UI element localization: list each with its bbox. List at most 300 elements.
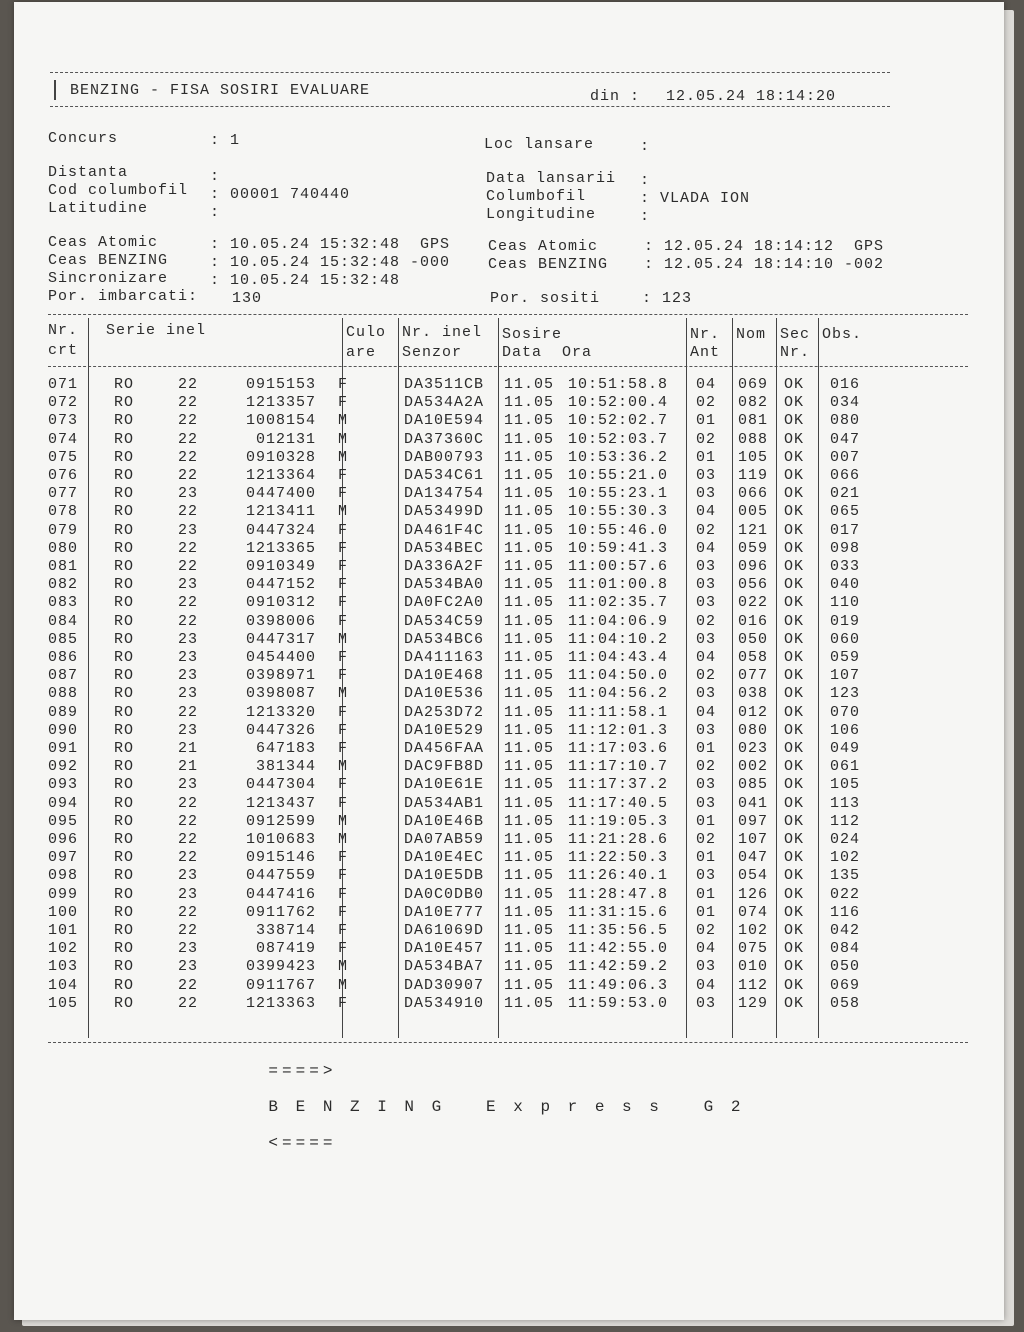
row-nom: 082 [738, 394, 769, 412]
row-date: 11.05 [504, 558, 555, 575]
ceas-atomic-right-label: Ceas Atomic [488, 238, 599, 255]
row-ant: 03 [696, 485, 717, 503]
row-country: RO [114, 867, 135, 885]
row-year: 23 [178, 576, 199, 594]
row-chip: DA10E529 [404, 721, 485, 739]
ceas-benzing-right-label: Ceas BENZING [488, 256, 609, 273]
row-time: 11:04:50.0 [568, 667, 669, 685]
row-ring: 0399423 [245, 958, 316, 976]
table-bottom-rule [48, 1042, 968, 1043]
row-year: 23 [178, 885, 199, 903]
row-chip: DA3511CB [404, 376, 485, 393]
latitudine-value: : [210, 204, 221, 221]
row-chip: DA53499D [404, 503, 485, 521]
table-row [48, 740, 978, 758]
table-row [48, 467, 978, 485]
row-nom: 097 [738, 812, 769, 830]
row-time: 10:53:36.2 [568, 448, 669, 466]
row-obs: 060 [830, 630, 861, 648]
table-row [48, 394, 978, 412]
row-sec: OK [784, 612, 805, 630]
row-chip: DA10E536 [404, 685, 485, 703]
row-obs: 049 [830, 740, 861, 757]
table-row [48, 558, 978, 576]
row-sex: F [338, 376, 349, 393]
row-date: 11.05 [504, 794, 555, 812]
row-chip: DA10E5DB [404, 867, 485, 885]
row-date: 11.05 [504, 394, 555, 412]
row-country: RO [114, 649, 135, 666]
row-year: 22 [178, 467, 199, 484]
col-header-culoare-2: are [346, 344, 377, 361]
row-chip: DA10E457 [404, 940, 485, 958]
row-date: 11.05 [504, 721, 555, 739]
table-row [48, 904, 978, 922]
col-header-crt: crt [48, 342, 79, 359]
latitudine-label: Latitudine [48, 200, 149, 217]
row-sex: M [338, 448, 349, 466]
row-nr: 099 [48, 885, 79, 903]
table-row [48, 886, 978, 904]
row-sex: F [338, 885, 349, 903]
row-ant: 03 [696, 721, 717, 739]
row-obs: 113 [830, 794, 861, 812]
longitudine-value: : [640, 208, 651, 225]
row-nom: 050 [738, 630, 769, 648]
table-row [48, 576, 978, 594]
row-sec: OK [784, 976, 805, 994]
row-ring: 0447400 [245, 485, 316, 503]
row-obs: 034 [830, 394, 861, 412]
row-time: 11:49:06.3 [568, 976, 669, 994]
row-date: 11.05 [504, 758, 555, 776]
row-nr: 101 [48, 922, 79, 939]
row-date: 11.05 [504, 940, 555, 958]
row-chip: DA534A2A [404, 394, 485, 412]
row-sec: OK [784, 394, 805, 412]
row-nom: 081 [738, 412, 769, 430]
row-time: 11:04:56.2 [568, 685, 669, 703]
row-sex: F [338, 539, 349, 557]
row-date: 11.05 [504, 867, 555, 885]
row-nom: 054 [738, 867, 769, 885]
row-nom: 016 [738, 612, 769, 630]
row-nom: 129 [738, 994, 769, 1012]
row-ant: 02 [696, 394, 717, 412]
row-date: 11.05 [504, 885, 555, 903]
row-country: RO [114, 994, 135, 1012]
row-year: 23 [178, 521, 199, 539]
row-time: 11:21:28.6 [568, 831, 669, 848]
row-ant: 01 [696, 448, 717, 466]
row-ring: 0911767 [245, 976, 316, 994]
row-sex: M [338, 812, 349, 830]
header-left-bar [54, 80, 56, 100]
row-nom: 002 [738, 758, 769, 776]
row-year: 23 [178, 485, 199, 503]
row-date: 11.05 [504, 849, 555, 867]
row-date: 11.05 [504, 539, 555, 557]
row-nom: 112 [738, 976, 769, 994]
row-ring: 1213365 [245, 539, 316, 557]
col-header-nr: Nr. [48, 322, 79, 339]
row-nr: 084 [48, 612, 79, 630]
row-chip: DA10E46B [404, 812, 485, 830]
row-obs: 040 [830, 576, 861, 594]
por-imbarcati-label: Por. imbarcati: [48, 288, 199, 305]
row-chip: DA411163 [404, 649, 485, 666]
ceas-benzing-right-value: : 12.05.24 18:14:10 -002 [644, 256, 885, 273]
row-nom: 058 [738, 649, 769, 666]
row-country: RO [114, 521, 135, 539]
row-obs: 058 [830, 994, 861, 1012]
row-sex: F [338, 485, 349, 503]
row-nr: 095 [48, 812, 79, 830]
table-row [48, 667, 978, 685]
row-obs: 066 [830, 467, 861, 484]
row-nom: 074 [738, 903, 769, 921]
row-ring: 087419 [255, 940, 316, 958]
row-sec: OK [784, 503, 805, 521]
row-date: 11.05 [504, 740, 555, 757]
row-nr: 097 [48, 849, 79, 867]
row-ring: 0447416 [245, 885, 316, 903]
row-nom: 005 [738, 503, 769, 521]
row-nr: 088 [48, 685, 79, 703]
col-header-nom: Nom [736, 326, 767, 343]
row-ant: 01 [696, 885, 717, 903]
row-year: 22 [178, 812, 199, 830]
row-nr: 098 [48, 867, 79, 885]
row-nr: 096 [48, 831, 79, 848]
table-header-rule [48, 366, 968, 367]
row-year: 23 [178, 667, 199, 685]
row-sex: F [338, 594, 349, 612]
row-ring: 1213437 [245, 794, 316, 812]
row-chip: DA134754 [404, 485, 485, 503]
row-nr: 071 [48, 376, 79, 393]
col-header-sec: Sec [780, 326, 811, 343]
row-nom: 126 [738, 885, 769, 903]
row-chip: DA534C59 [404, 612, 485, 630]
row-date: 11.05 [504, 576, 555, 594]
table-row [48, 849, 978, 867]
row-obs: 106 [830, 721, 861, 739]
loc-lansare-value: : [640, 138, 651, 155]
row-ring: 647183 [255, 740, 316, 757]
row-obs: 112 [830, 812, 861, 830]
table-row [48, 412, 978, 430]
row-sec: OK [784, 885, 805, 903]
row-sex: F [338, 794, 349, 812]
row-nom: 022 [738, 594, 769, 612]
sincronizare-value: : 10.05.24 15:32:48 [210, 272, 401, 289]
row-sec: OK [784, 558, 805, 575]
col-header-data-ora: Data Ora [502, 344, 593, 361]
row-sex: M [338, 430, 349, 448]
row-date: 11.05 [504, 467, 555, 484]
row-nom: 119 [738, 467, 769, 484]
row-ring: 338714 [255, 922, 316, 939]
row-ring: 0398087 [245, 685, 316, 703]
row-obs: 070 [830, 703, 861, 721]
row-obs: 110 [830, 594, 861, 612]
row-chip: DA10E4EC [404, 849, 485, 867]
row-year: 22 [178, 903, 199, 921]
row-sec: OK [784, 776, 805, 794]
row-chip: DA10E61E [404, 776, 485, 794]
row-nom: 066 [738, 485, 769, 503]
data-lansarii-value: : [640, 172, 651, 189]
row-year: 23 [178, 721, 199, 739]
row-nr: 086 [48, 649, 79, 666]
row-sex: M [338, 503, 349, 521]
row-country: RO [114, 740, 135, 757]
row-time: 10:55:23.1 [568, 485, 669, 503]
row-obs: 107 [830, 667, 861, 685]
row-sex: F [338, 940, 349, 958]
data-lansarii-label: Data lansarii [486, 170, 617, 187]
row-country: RO [114, 685, 135, 703]
row-obs: 069 [830, 976, 861, 994]
table-row [48, 431, 978, 449]
row-time: 11:42:55.0 [568, 940, 669, 958]
row-ant: 01 [696, 849, 717, 867]
row-ant: 02 [696, 612, 717, 630]
row-ant: 04 [696, 376, 717, 393]
row-chip: DA534BC6 [404, 630, 485, 648]
row-country: RO [114, 903, 135, 921]
row-nom: 038 [738, 685, 769, 703]
header-bottom-rule [50, 106, 890, 107]
row-year: 23 [178, 630, 199, 648]
row-nr: 092 [48, 758, 79, 776]
row-obs: 059 [830, 649, 861, 666]
row-obs: 016 [830, 376, 861, 393]
row-year: 22 [178, 922, 199, 939]
row-chip: DA534BA0 [404, 576, 485, 594]
row-obs: 047 [830, 430, 861, 448]
ceas-atomic-left-label: Ceas Atomic [48, 234, 159, 251]
row-nom: 012 [738, 703, 769, 721]
row-sec: OK [784, 539, 805, 557]
row-country: RO [114, 612, 135, 630]
table-row [48, 958, 978, 976]
row-ant: 02 [696, 831, 717, 848]
row-nr: 100 [48, 903, 79, 921]
row-sec: OK [784, 576, 805, 594]
col-header-ant: Ant [690, 344, 721, 361]
row-time: 10:55:46.0 [568, 521, 669, 539]
row-sex: F [338, 649, 349, 666]
row-chip: DA534BA7 [404, 958, 485, 976]
table-row [48, 831, 978, 849]
row-year: 21 [178, 740, 199, 757]
row-country: RO [114, 467, 135, 484]
table-row [48, 449, 978, 467]
row-time: 10:55:30.3 [568, 503, 669, 521]
row-time: 11:02:35.7 [568, 594, 669, 612]
row-sec: OK [784, 867, 805, 885]
row-date: 11.05 [504, 630, 555, 648]
row-chip: DA534910 [404, 994, 485, 1012]
row-country: RO [114, 558, 135, 575]
row-time: 10:59:41.3 [568, 539, 669, 557]
row-nom: 047 [738, 849, 769, 867]
row-country: RO [114, 776, 135, 794]
row-sex: M [338, 412, 349, 430]
row-time: 11:01:00.8 [568, 576, 669, 594]
footer-banner [214, 1044, 744, 1170]
table-row [48, 922, 978, 940]
row-date: 11.05 [504, 976, 555, 994]
row-time: 11:17:10.7 [568, 758, 669, 776]
concurs-label: Concurs [48, 130, 119, 147]
row-year: 22 [178, 703, 199, 721]
row-time: 11:17:03.6 [568, 740, 669, 757]
row-ant: 01 [696, 812, 717, 830]
row-country: RO [114, 503, 135, 521]
row-nom: 056 [738, 576, 769, 594]
row-nr: 074 [48, 430, 79, 448]
row-ring: 1008154 [245, 412, 316, 430]
row-obs: 123 [830, 685, 861, 703]
row-nom: 010 [738, 958, 769, 976]
row-sex: F [338, 521, 349, 539]
row-ant: 02 [696, 758, 717, 776]
loc-lansare-label: Loc lansare [484, 136, 595, 153]
table-row [48, 631, 978, 649]
row-year: 22 [178, 430, 199, 448]
row-ant: 01 [696, 740, 717, 757]
row-nr: 104 [48, 976, 79, 994]
row-obs: 021 [830, 485, 861, 503]
row-year: 23 [178, 685, 199, 703]
row-nr: 105 [48, 994, 79, 1012]
row-nr: 080 [48, 539, 79, 557]
row-sec: OK [784, 649, 805, 666]
row-sex: M [338, 685, 349, 703]
row-time: 10:52:02.7 [568, 412, 669, 430]
row-ant: 01 [696, 412, 717, 430]
row-date: 11.05 [504, 812, 555, 830]
row-ring: 0915146 [245, 849, 316, 867]
row-nr: 082 [48, 576, 79, 594]
row-year: 21 [178, 758, 199, 776]
table-row [48, 776, 978, 794]
row-sex: M [338, 976, 349, 994]
row-date: 11.05 [504, 521, 555, 539]
row-date: 11.05 [504, 703, 555, 721]
row-ring: 0911762 [245, 903, 316, 921]
row-chip: DA0C0DB0 [404, 885, 485, 903]
row-ring: 0915153 [245, 376, 316, 393]
row-obs: 017 [830, 521, 861, 539]
row-sex: M [338, 758, 349, 776]
row-date: 11.05 [504, 649, 555, 666]
row-nom: 080 [738, 721, 769, 739]
row-sex: M [338, 958, 349, 976]
row-date: 11.05 [504, 485, 555, 503]
row-ant: 04 [696, 539, 717, 557]
row-nr: 085 [48, 630, 79, 648]
row-sec: OK [784, 740, 805, 757]
row-sex: F [338, 721, 349, 739]
row-date: 11.05 [504, 958, 555, 976]
row-country: RO [114, 703, 135, 721]
row-date: 11.05 [504, 922, 555, 939]
columbofil-value: : VLADA ION [640, 190, 751, 207]
row-ant: 04 [696, 503, 717, 521]
row-nr: 081 [48, 558, 79, 575]
row-country: RO [114, 539, 135, 557]
row-ring: 1213364 [245, 467, 316, 484]
row-country: RO [114, 448, 135, 466]
row-date: 11.05 [504, 430, 555, 448]
row-obs: 050 [830, 958, 861, 976]
table-row [48, 594, 978, 612]
row-sec: OK [784, 703, 805, 721]
row-ant: 04 [696, 649, 717, 666]
row-ring: 0454400 [245, 649, 316, 666]
row-chip: DA456FAA [404, 740, 485, 757]
row-obs: 105 [830, 776, 861, 794]
table-row [48, 649, 978, 667]
col-header-serie-inel: Serie inel [106, 322, 207, 339]
footer-text: B E N Z I N G E x p r e s s G 2 [268, 1098, 745, 1116]
por-sositi-label: Por. sositi [490, 290, 601, 307]
row-sec: OK [784, 685, 805, 703]
row-ant: 03 [696, 867, 717, 885]
row-ring: 012131 [255, 430, 316, 448]
table-row [48, 813, 978, 831]
row-nom: 096 [738, 558, 769, 575]
row-obs: 019 [830, 612, 861, 630]
row-nom: 107 [738, 831, 769, 848]
row-chip: DA10E468 [404, 667, 485, 685]
row-year: 22 [178, 448, 199, 466]
row-ring: 0447324 [245, 521, 316, 539]
row-sec: OK [784, 376, 805, 393]
row-year: 22 [178, 831, 199, 848]
row-ring: 0910328 [245, 448, 316, 466]
ceas-benzing-left-label: Ceas BENZING [48, 252, 169, 269]
row-sex: F [338, 994, 349, 1012]
row-chip: DA61069D [404, 922, 485, 939]
row-nr: 087 [48, 667, 79, 685]
row-obs: 084 [830, 940, 861, 958]
cod-columbofil-value: : 00001 740440 [210, 186, 351, 203]
row-time: 11:04:06.9 [568, 612, 669, 630]
report-sheet [14, 2, 1004, 1320]
row-sec: OK [784, 721, 805, 739]
col-header-sosire: Sosire [502, 326, 563, 343]
row-country: RO [114, 594, 135, 612]
row-ant: 03 [696, 576, 717, 594]
row-sec: OK [784, 594, 805, 612]
row-nr: 073 [48, 412, 79, 430]
row-ant: 03 [696, 685, 717, 703]
table-row [48, 485, 978, 503]
row-sec: OK [784, 485, 805, 503]
row-sec: OK [784, 994, 805, 1012]
row-nom: 077 [738, 667, 769, 685]
row-chip: DA10E777 [404, 903, 485, 921]
row-date: 11.05 [504, 412, 555, 430]
row-ant: 02 [696, 667, 717, 685]
row-date: 11.05 [504, 776, 555, 794]
ceas-benzing-left-value: : 10.05.24 15:32:48 -000 [210, 254, 451, 271]
